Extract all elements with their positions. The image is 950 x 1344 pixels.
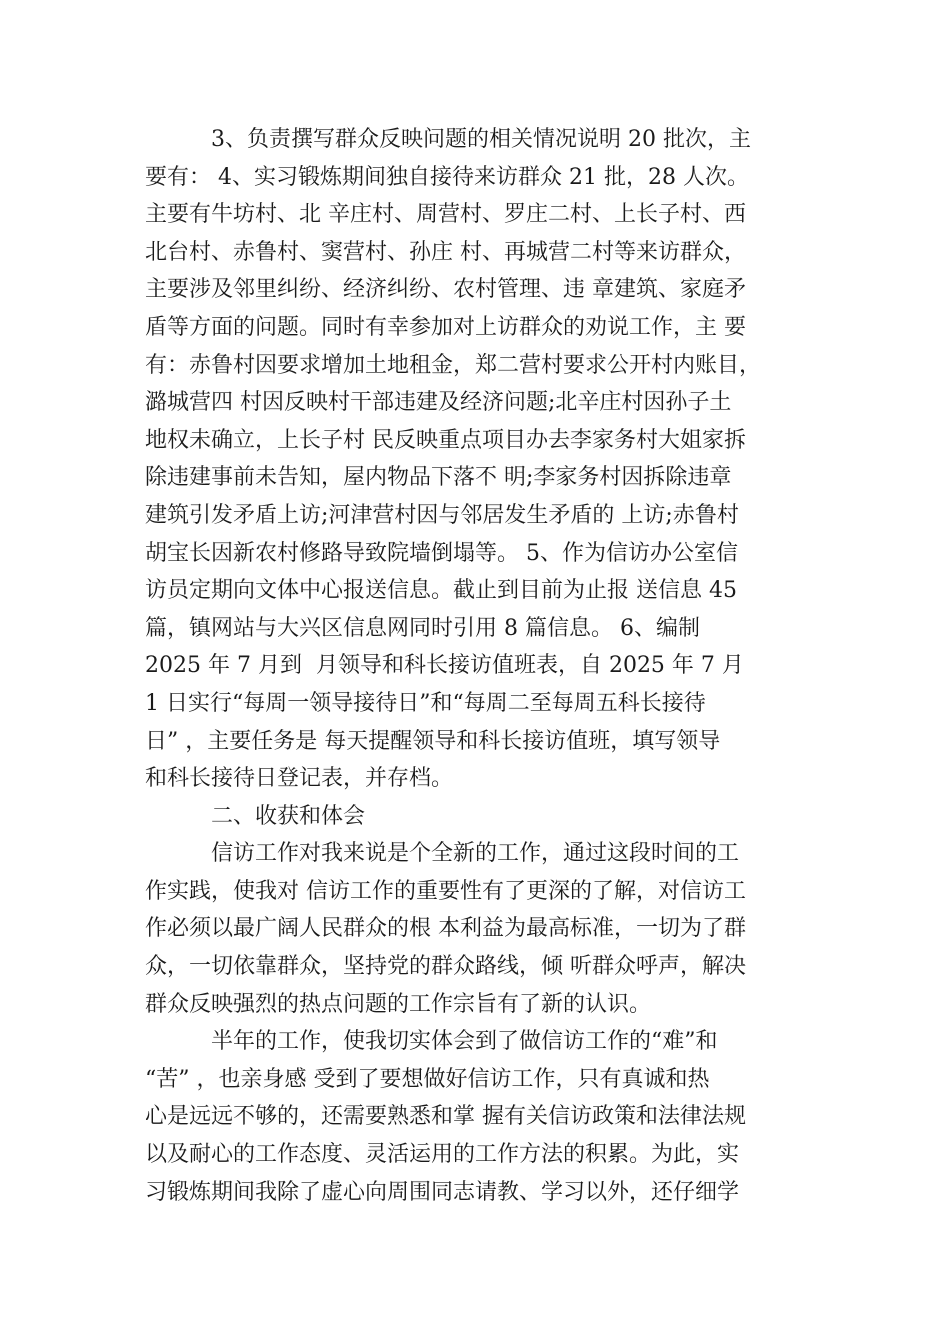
text-line: 地权未确立，上长子村 民反映重点项目办去李家务村大姐家拆 (145, 427, 746, 453)
text-line: 二、收获和体会 (211, 803, 366, 829)
text-line: 盾等方面的问题。同时有幸参加对上访群众的劝说工作，主 要 (145, 314, 746, 340)
text-line: 群众反映强烈的热点问题的工作宗旨有了新的认识。 (145, 991, 652, 1017)
text-line: 胡宝长因新农村修路导致院墙倒塌等。 5、作为信访办公室信 (145, 540, 738, 566)
text-line: 心是远远不够的，还需要熟悉和掌 握有关信访政策和法律法规 (145, 1104, 746, 1130)
text-line: 习锻炼期间我除了虚心向周围同志请教、学习以外，还仔细学 (145, 1179, 740, 1205)
text-line: 访员定期向文体中心报送信息。截止到目前为止报 送信息 45 (145, 578, 737, 604)
text-line: 以及耐心的工作态度、灵活运用的工作方法的积累。为此，实 (145, 1142, 740, 1168)
text-line: 作必须以最广阔人民群众的根 本利益为最高标准，一切为了群 (145, 916, 746, 942)
text-line: 日” ，主要任务是 每天提醒领导和科长接访值班，填写领导 (145, 728, 721, 754)
text-line: 主要有牛坊村、北 辛庄村、周营村、罗庄二村、上长子村、西 (145, 202, 746, 228)
text-line: 众，一切依靠群众，坚持党的群众路线，倾 听群众呼声，解决 (145, 954, 746, 980)
text-line: 要有： 4、实习锻炼期间独自接待来访群众 21 批，28 人次。 (145, 164, 749, 190)
text-line: 2025 年 7 月到 月领导和科长接访值班表，自 2025 年 7 月 (145, 653, 744, 679)
document-body (145, 121, 805, 1211)
text-line: 有：赤鲁村因要求增加土地租金，郑二营村要求公开村内账目， (145, 352, 762, 378)
text-line: 北台村、赤鲁村、窦营村、孙庄 村、再城营二村等来访群众， (145, 239, 746, 265)
text-line: 潞城营四 村因反映村干部违建及经济问题;北辛庄村因孙子土 (145, 390, 732, 416)
text-line: “苦” ，也亲身感 受到了要想做好信访工作，只有真诚和热 (145, 1066, 710, 1092)
text-line: 信访工作对我来说是个全新的工作，通过这段时间的工 (211, 841, 740, 867)
text-line: 和科长接待日登记表，并存档。 (145, 766, 454, 792)
text-line: 篇，镇网站与大兴区信息网同时引用 8 篇信息。 6、编制 (145, 615, 700, 641)
text-line: 建筑引发矛盾上访;河津营村因与邻居发生矛盾的 上访;赤鲁村 (145, 502, 739, 528)
text-line: 半年的工作，使我切实体会到了做信访工作的“难”和 (211, 1029, 718, 1055)
text-line: 3、负责撰写群众反映问题的相关情况说明 20 批次，主 (211, 127, 751, 152)
text-line: 除违建事前未告知，屋内物品下落不 明;李家务村因拆除违章 (145, 465, 732, 491)
text-line: 1 日实行“每周一领导接待日”和“每周二至每周五科长接待 (145, 690, 706, 716)
text-line: 主要涉及邻里纠纷、经济纠纷、农村管理、违 章建筑、家庭矛 (145, 277, 746, 303)
text-line: 作实践，使我对 信访工作的重要性有了更深的了解，对信访工 (145, 878, 746, 904)
